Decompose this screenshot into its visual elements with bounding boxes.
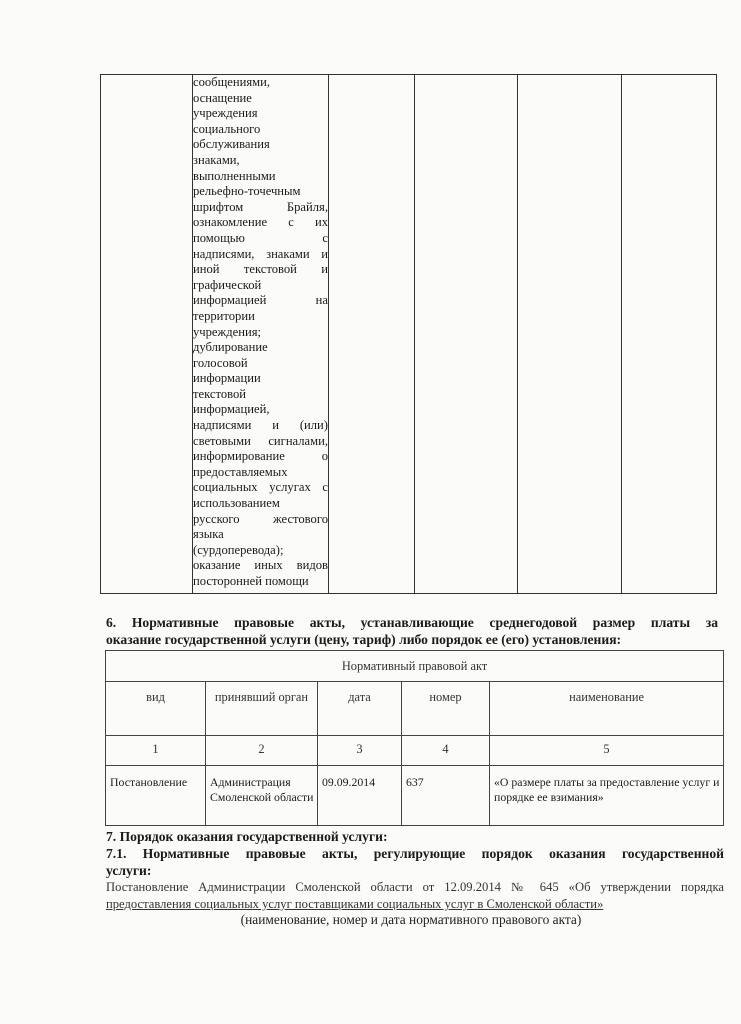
description-line: посторонней помощи	[193, 574, 309, 588]
empty-cell	[518, 75, 622, 594]
column-header: дата	[318, 682, 402, 736]
section-6-heading-line1: 6. Нормативные правовые акты, устанавливающие среднегодовой размер платы за	[106, 615, 718, 630]
description-line: обслуживания	[193, 137, 270, 152]
service-description-cell	[193, 75, 329, 594]
column-header: принявший орган	[206, 682, 318, 736]
column-header: номер	[402, 682, 490, 736]
empty-cell	[622, 75, 717, 594]
act-date: 09.09.2014	[318, 766, 402, 826]
description-line: сообщениями,	[193, 75, 271, 89]
description-line: текстовой	[193, 386, 247, 401]
description-line: знаками,	[193, 152, 240, 167]
regulation-caption: (наименование, номер и дата нормативного правового акта)	[240, 912, 582, 927]
description-line: голосовой	[193, 355, 248, 370]
column-number: 5	[490, 736, 724, 766]
description-line: информации	[193, 371, 261, 386]
description-line: надписями, знаками и	[193, 246, 328, 261]
description-line: учреждения	[193, 106, 258, 121]
description-line: шрифтом Брайля,	[193, 199, 328, 214]
description-line: русского жестового	[193, 511, 328, 526]
column-number: 2	[206, 736, 318, 766]
section-7-1-heading-line1: 7.1. Нормативные правовые акты, регулирующие порядок оказания государственной	[106, 846, 724, 861]
column-number: 1	[106, 736, 206, 766]
acts-table-header: Нормативный правовой акт	[106, 651, 724, 682]
description-line: социальных услугах с	[193, 480, 328, 495]
description-line: оснащение	[193, 90, 252, 105]
description-line: (сурдоперевода);	[193, 542, 284, 557]
description-line: территории	[193, 308, 255, 323]
description-line: выполненными	[193, 168, 276, 183]
section-7	[106, 828, 724, 913]
description-line: графической	[193, 277, 262, 292]
description-line: иной текстовой и	[193, 262, 328, 277]
column-header: наименование	[490, 682, 724, 736]
description-line: социального	[193, 121, 261, 136]
description-line: рельефно-точечным	[193, 184, 301, 199]
description-line: ознакомление с их	[193, 215, 328, 230]
description-line: информирование о	[193, 449, 328, 464]
description-line: надписями и (или)	[193, 418, 328, 433]
section-7-heading: 7. Порядок оказания государственной услуги:	[106, 829, 388, 844]
act-title: «О размере платы за предоставление услуг и порядке ее взимания»	[490, 766, 724, 826]
description-line: использованием	[193, 496, 280, 511]
column-number: 3	[318, 736, 402, 766]
description-line: учреждения;	[193, 324, 261, 339]
regulation-text-line1: Постановление Администрации Смоленской области от 12.09.2014 № 645 «Об утверждении порядка	[106, 880, 724, 894]
empty-cell	[101, 75, 193, 594]
description-line: информацией на	[193, 293, 328, 308]
description-line: информацией,	[193, 402, 270, 417]
column-header: вид	[106, 682, 206, 736]
act-authority: Администрация Смоленской области	[206, 766, 318, 826]
section-6-heading	[106, 614, 718, 648]
description-line: помощью с	[193, 230, 328, 245]
empty-cell	[415, 75, 518, 594]
empty-cell	[329, 75, 415, 594]
regulation-text-line2: предоставления социальных услуг поставщиками социальных услуг в Смоленской области»	[106, 897, 604, 911]
normative-acts-table	[105, 650, 724, 826]
table-row	[106, 766, 724, 826]
section-7-1-heading-line2: услуги:	[106, 863, 152, 878]
section-6-heading-line2: оказание государственной услуги (цену, тариф) либо порядок ее (его) установления:	[106, 632, 622, 647]
description-line: оказание иных видов	[193, 558, 328, 573]
description-line: предоставляемых	[193, 464, 288, 479]
column-number: 4	[402, 736, 490, 766]
act-type: Постановление	[106, 766, 206, 826]
description-line: световыми сигналами,	[193, 433, 328, 448]
continuation-table	[100, 74, 717, 594]
description-line: языка	[193, 527, 224, 542]
act-number: 637	[402, 766, 490, 826]
description-line: дублирование	[193, 340, 268, 355]
